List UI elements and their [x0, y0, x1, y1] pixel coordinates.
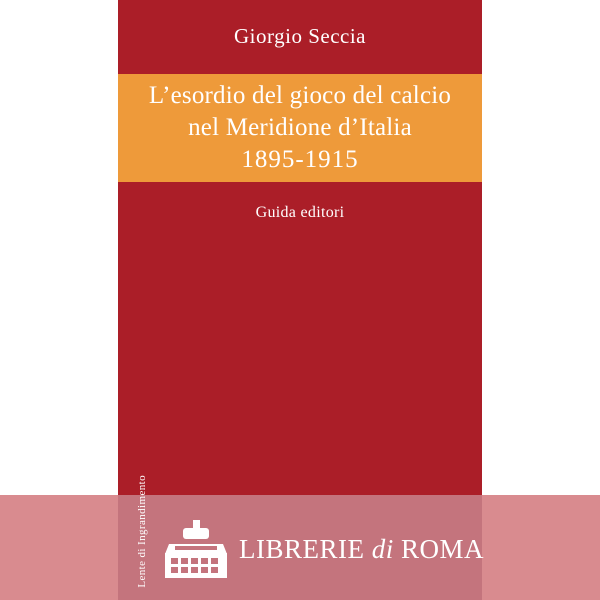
publisher-label: Guida editori: [255, 204, 345, 221]
title-line-1: L’esordio del gioco del calcio: [148, 82, 452, 109]
logo-text-di: di: [371, 533, 394, 564]
title-line-2: nel Meridione d’Italia: [188, 114, 412, 141]
author-name: Giorgio Seccia: [234, 24, 366, 48]
title-band: [118, 74, 482, 182]
title-line-3: 1895-1915: [241, 146, 359, 173]
publisher-name: [118, 204, 482, 222]
logo-text: [239, 534, 484, 565]
spine-label: Lente di Ingrandimento: [136, 475, 148, 588]
typewriter-icon: [165, 520, 227, 578]
logo-text-librerie: LIBRERIE: [239, 533, 365, 564]
librerie-di-roma-logo: [165, 520, 484, 578]
logo-text-roma: ROMA: [401, 533, 485, 564]
